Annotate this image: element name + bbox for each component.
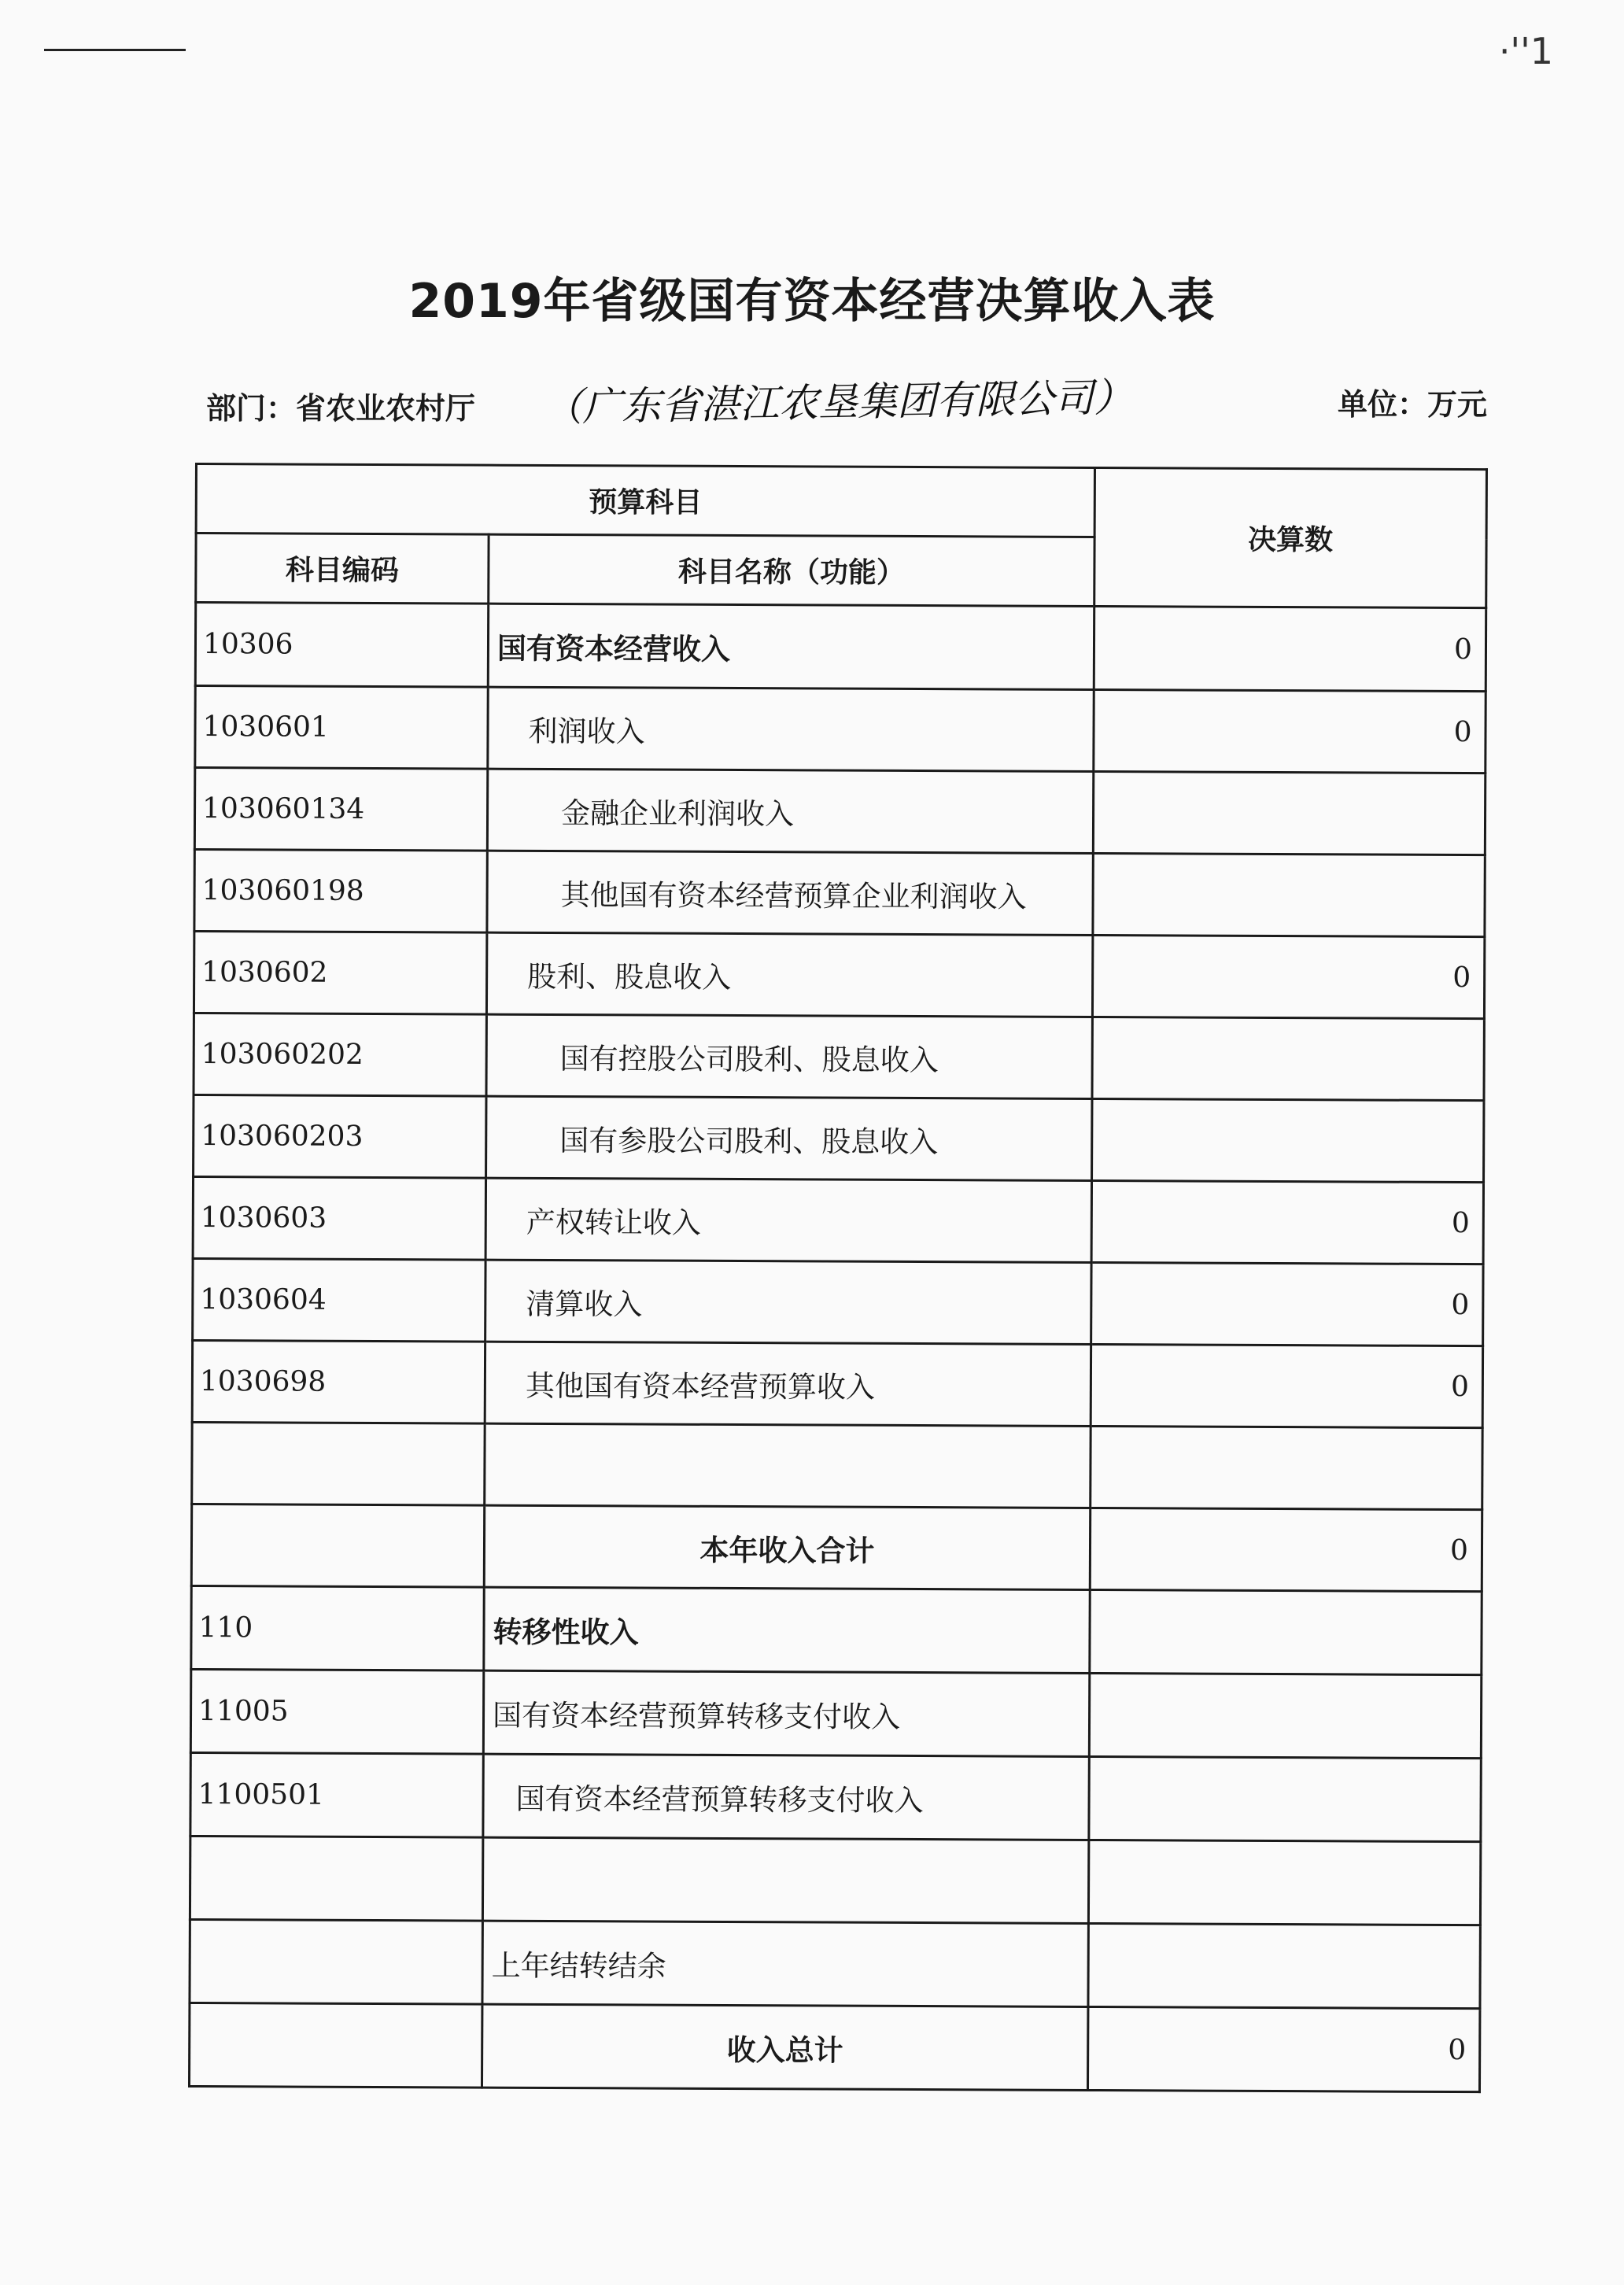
row-code: 1030604	[193, 1258, 485, 1342]
row-code	[189, 2003, 482, 2088]
row-name: 国有资本经营收入	[488, 604, 1094, 689]
row-value: 0	[1094, 606, 1486, 691]
row-code: 103060203	[194, 1095, 486, 1178]
row-value	[1089, 1673, 1481, 1758]
row-name: 上年结转结余	[482, 1921, 1088, 2006]
amount-header: 决算数	[1094, 467, 1487, 607]
row-name: 国有资本经营预算转移支付收入	[483, 1670, 1089, 1756]
total-row	[189, 2003, 1479, 2091]
name-header: 科目名称（功能）	[489, 534, 1094, 606]
unit-label: 单位：万元	[1338, 387, 1488, 422]
row-name: 国有资本经营预算转移支付收入	[483, 1754, 1089, 1840]
row-code	[190, 1919, 482, 2004]
corner-mark: ·''1	[1498, 30, 1553, 72]
row-code: 1030603	[193, 1176, 485, 1260]
row-value	[1092, 1098, 1484, 1182]
row-value	[1093, 853, 1485, 936]
page-title: 2019年省级国有资本经营决算收入表	[408, 274, 1216, 329]
table-row	[190, 1752, 1481, 1841]
table-row	[194, 768, 1485, 855]
row-value: 0	[1094, 689, 1486, 773]
row-code: 10306	[195, 603, 488, 688]
table-row	[194, 850, 1485, 937]
row-code: 1030698	[192, 1340, 485, 1423]
department-label: 部门：省农业农村厅	[206, 391, 476, 426]
row-value: 0	[1090, 1508, 1482, 1591]
table-row	[193, 1176, 1483, 1264]
row-code: 1030602	[194, 932, 486, 1015]
row-name: 利润收入	[488, 687, 1094, 771]
subtotal-row	[191, 1504, 1482, 1591]
income-table	[188, 463, 1488, 2093]
row-name: 转移性收入	[484, 1587, 1090, 1673]
row-name: 其他国有资本经营预算企业利润收入	[487, 851, 1093, 935]
row-name	[482, 1837, 1088, 1923]
row-value	[1090, 1589, 1482, 1674]
row-name: 金融企业利润收入	[487, 769, 1093, 853]
row-code: 1030601	[195, 686, 488, 770]
row-value	[1093, 771, 1485, 855]
row-code: 103060198	[194, 850, 487, 933]
table-row	[195, 686, 1486, 773]
row-name: 产权转让收入	[485, 1178, 1091, 1262]
row-name: 清算收入	[485, 1260, 1091, 1344]
table-row	[190, 1919, 1480, 2008]
code-header: 科目编码	[196, 533, 489, 604]
table-row	[194, 932, 1484, 1019]
table-row	[192, 1422, 1482, 1509]
row-value: 0	[1091, 1262, 1483, 1346]
income-table-wrapper	[188, 463, 1486, 2093]
row-name: 国有控股公司股利、股息收入	[486, 1014, 1092, 1098]
row-name: 国有参股公司股利、股息收入	[486, 1096, 1092, 1180]
table-row	[195, 603, 1486, 692]
budget-subject-header: 预算科目	[196, 464, 1094, 537]
row-code: 1100501	[190, 1752, 483, 1837]
row-code: 103060134	[194, 768, 487, 851]
row-name: 收入总计	[482, 2004, 1087, 2090]
row-name: 其他国有资本经营预算收入	[485, 1342, 1091, 1426]
table-row	[190, 1836, 1480, 1925]
row-value: 0	[1092, 935, 1484, 1018]
table-row	[193, 1258, 1483, 1346]
table-row	[194, 1013, 1484, 1100]
handwritten-note: （广东省湛江农垦集团有限公司）	[542, 374, 1134, 430]
top-left-dash	[44, 49, 186, 51]
row-code	[190, 1836, 482, 1921]
row-value	[1088, 1840, 1480, 1925]
row-value: 0	[1088, 2006, 1480, 2091]
row-value	[1092, 1017, 1484, 1100]
table-row	[191, 1585, 1482, 1674]
row-code: 110	[191, 1585, 484, 1670]
row-value: 0	[1091, 1344, 1482, 1427]
row-value	[1089, 1756, 1481, 1841]
row-name: 本年收入合计	[484, 1505, 1090, 1589]
table-row	[192, 1340, 1482, 1427]
row-code: 11005	[190, 1669, 483, 1754]
row-value: 0	[1091, 1180, 1483, 1264]
table-row	[194, 1095, 1484, 1182]
row-code: 103060202	[194, 1013, 486, 1096]
row-name	[485, 1423, 1091, 1508]
row-name: 股利、股息收入	[486, 932, 1092, 1017]
table-row	[190, 1669, 1481, 1758]
row-value	[1088, 1923, 1480, 2008]
row-code	[192, 1422, 485, 1505]
row-value	[1091, 1426, 1482, 1509]
row-code	[191, 1504, 484, 1587]
